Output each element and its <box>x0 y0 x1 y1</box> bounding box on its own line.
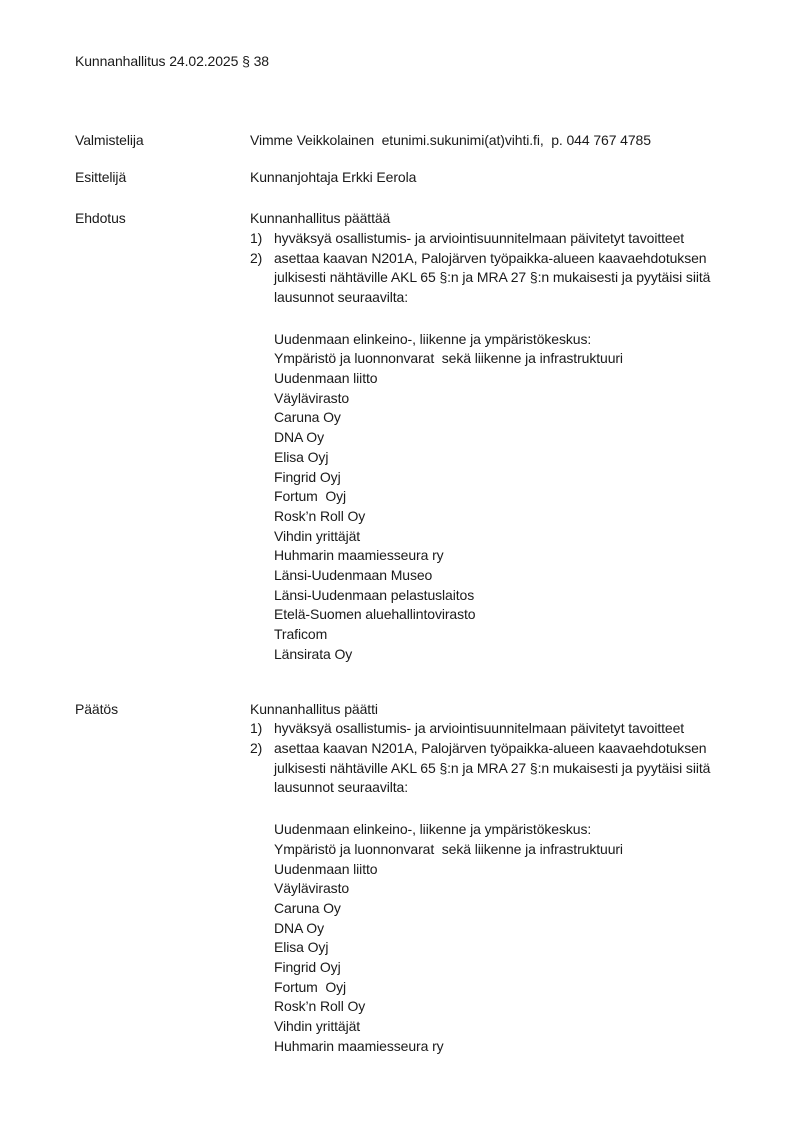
numbered-item-1 <box>250 229 754 249</box>
document-header: Kunnanhallitus 24.02.2025 § 38 <box>75 53 269 69</box>
item-line: julkisesti nähtäville AKL 65 §:n ja MRA 27 §:n mukaisesti ja pyytäisi siitä <box>274 269 711 286</box>
section-intro: Kunnanhallitus päättää <box>250 210 391 227</box>
field-row-esittelija <box>75 168 754 188</box>
numbered-item-2 <box>250 249 754 308</box>
recipient-line: Caruna Oy <box>274 409 341 426</box>
section-ehdotus <box>75 209 754 664</box>
recipient-line: Ympäristö ja luonnonvarat sekä liikenne ja infrastruktuuri <box>274 840 623 857</box>
recipient-line: Vihdin yrittäjät <box>274 527 361 544</box>
recipient-line: Traficom <box>274 626 328 643</box>
recipient-line: Fortum Oyj <box>274 488 347 505</box>
item-text <box>274 229 754 249</box>
section-paatos <box>75 700 754 1057</box>
section-label-paatos: Päätös <box>75 700 118 717</box>
recipient-line: Etelä-Suomen aluehallintovirasto <box>274 606 476 623</box>
recipient-line: Elisa Oyj <box>274 448 329 465</box>
recipient-line: Huhmarin maamiesseura ry <box>274 547 444 564</box>
numbered-item-1 <box>250 719 754 739</box>
recipient-line: Uudenmaan elinkeino-, liikenne ja ympäristökeskus: <box>274 330 592 347</box>
field-value-valmistelija: Vimme Veikkolainen etunimi.sukunimi(at)vihti.fi, p. 044 767 4785 <box>250 131 651 148</box>
recipient-line: Elisa Oyj <box>274 939 329 956</box>
item-line: asettaa kaavan N201A, Palojärven työpaikka-alueen kaavaehdotuksen <box>274 739 707 756</box>
recipient-line: Uudenmaan elinkeino-, liikenne ja ympäristökeskus: <box>274 821 592 838</box>
section-body-paatos <box>250 700 754 1057</box>
item-line: asettaa kaavan N201A, Palojärven työpaikka-alueen kaavaehdotuksen <box>274 249 707 266</box>
recipient-list-paatos <box>250 820 754 1056</box>
recipient-line: Länsi-Uudenmaan Museo <box>274 567 433 584</box>
recipient-line: Rosk’n Roll Oy <box>274 507 366 524</box>
recipient-line: Vihdin yrittäjät <box>274 1018 361 1035</box>
recipient-line: Huhmarin maamiesseura ry <box>274 1037 444 1054</box>
section-body-ehdotus <box>250 209 754 664</box>
item-text <box>274 719 754 739</box>
field-label-esittelija: Esittelijä <box>75 169 127 186</box>
recipient-line: Väylävirasto <box>274 389 350 406</box>
field-row-valmistelija <box>75 131 754 151</box>
recipient-line: Fingrid Oyj <box>274 959 341 976</box>
section-intro: Kunnanhallitus päätti <box>250 700 378 717</box>
recipient-line: Caruna Oy <box>274 899 341 916</box>
recipient-line: Uudenmaan liitto <box>274 860 378 877</box>
item-line: hyväksyä osallistumis- ja arviointisuunnitelmaan päivitetyt tavoitteet <box>274 229 685 246</box>
recipient-line: DNA Oy <box>274 429 324 446</box>
field-value-esittelija: Kunnanjohtaja Erkki Eerola <box>250 169 417 186</box>
item-line: lausunnot seuraavilta: <box>274 779 408 796</box>
section-label-ehdotus: Ehdotus <box>75 210 126 227</box>
recipient-line: Rosk’n Roll Oy <box>274 998 366 1015</box>
recipient-line: Ympäristö ja luonnonvarat sekä liikenne ja infrastruktuuri <box>274 350 623 367</box>
item-number: 1) <box>250 229 263 246</box>
recipient-list-ehdotus <box>250 330 754 665</box>
item-text <box>274 739 754 798</box>
numbered-item-2 <box>250 739 754 798</box>
recipient-line: Länsi-Uudenmaan pelastuslaitos <box>274 586 475 603</box>
item-text <box>274 249 754 308</box>
recipient-line: Länsirata Oy <box>274 645 353 662</box>
field-label-valmistelija: Valmistelija <box>75 131 144 148</box>
recipient-line: Fortum Oyj <box>274 978 347 995</box>
recipient-line: DNA Oy <box>274 919 324 936</box>
item-number: 2) <box>250 249 263 266</box>
recipient-line: Väylävirasto <box>274 880 350 897</box>
item-line: julkisesti nähtäville AKL 65 §:n ja MRA 27 §:n mukaisesti ja pyytäisi siitä <box>274 759 711 776</box>
recipient-line: Fingrid Oyj <box>274 468 341 485</box>
item-line: hyväksyä osallistumis- ja arviointisuunnitelmaan päivitetyt tavoitteet <box>274 720 685 737</box>
item-line: lausunnot seuraavilta: <box>274 288 408 305</box>
item-number: 2) <box>250 739 263 756</box>
recipient-line: Uudenmaan liitto <box>274 370 378 387</box>
item-number: 1) <box>250 720 263 737</box>
